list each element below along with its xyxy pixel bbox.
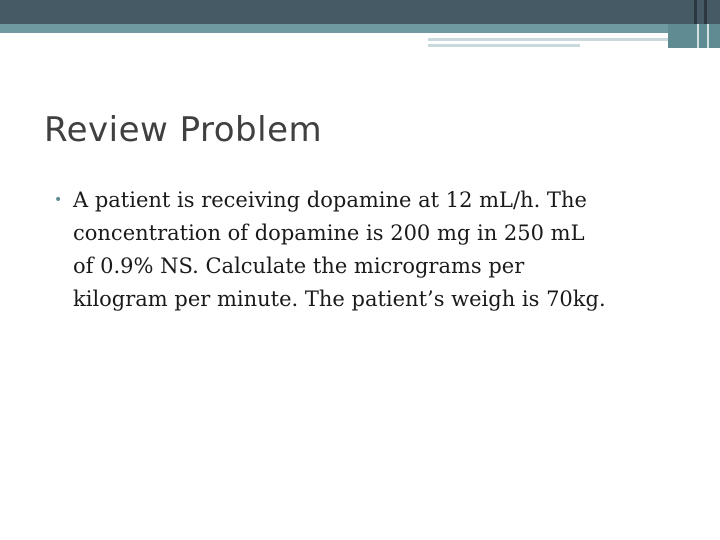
bullet-text-line: of 0.9% NS. Calculate the micrograms per <box>73 254 525 278</box>
bullet-text-line: A patient is receiving dopamine at 12 mL/h. The <box>73 188 587 212</box>
decorative-rule <box>428 44 580 47</box>
header-bar <box>0 0 720 24</box>
bullet-text-line: kilogram per minute. The patient’s weigh is 70kg. <box>73 287 606 311</box>
bullet-list <box>54 184 694 316</box>
bullet-item <box>54 184 694 316</box>
header-bar-divider <box>694 0 697 24</box>
bullet-text-line: concentration of dopamine is 200 mg in 250 mL <box>73 221 585 245</box>
header-bar-divider <box>704 0 707 24</box>
decorative-rule <box>428 38 668 41</box>
accent-corner-stripe <box>697 24 699 48</box>
accent-corner-stripe <box>707 24 709 48</box>
slide-title: Review Problem <box>44 110 323 150</box>
accent-band <box>0 24 720 33</box>
bullet-marker-icon: • <box>54 192 63 208</box>
accent-corner-block <box>668 24 720 48</box>
